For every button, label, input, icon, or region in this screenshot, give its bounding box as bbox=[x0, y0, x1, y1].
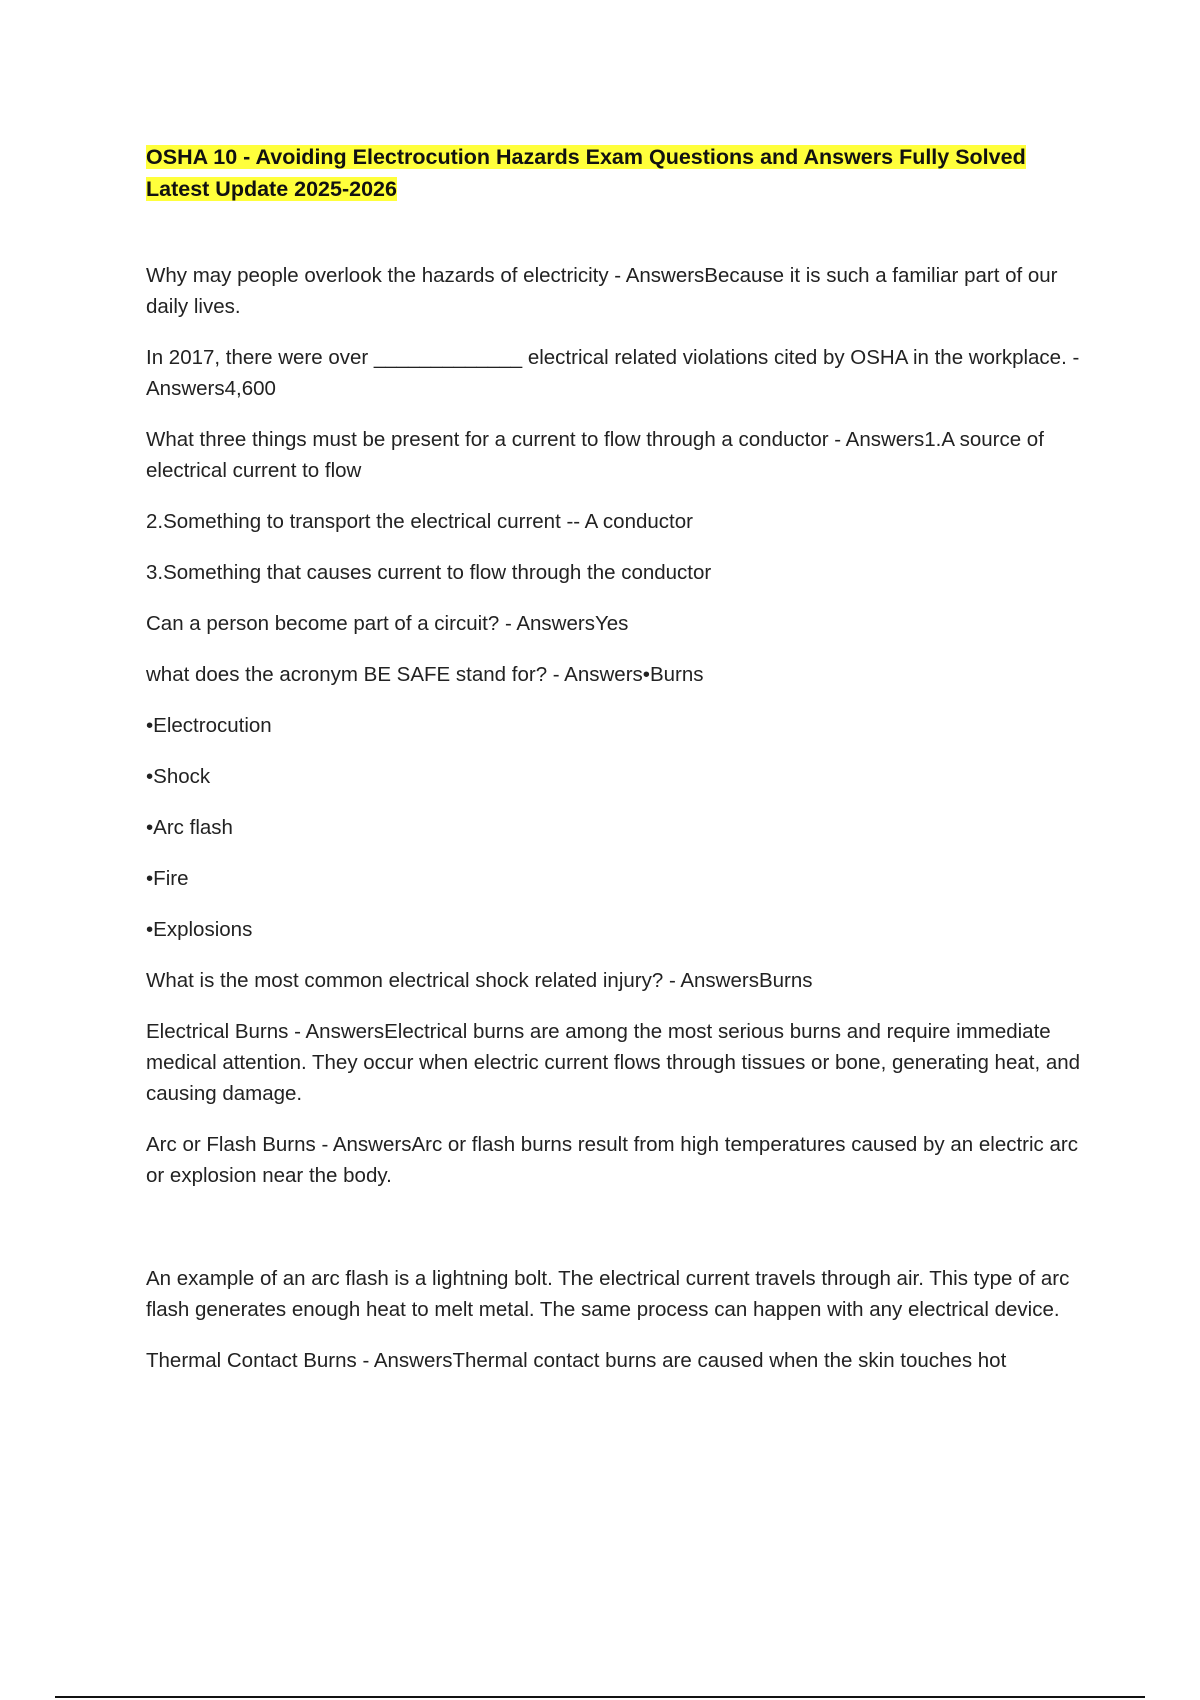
definition-arc-flash-burns: Arc or Flash Burns - AnswersArc or flash burns result from high temperatures caused by an electric arc or explosion near the body. bbox=[146, 1133, 1078, 1187]
page-bottom-rule bbox=[55, 1696, 1145, 1698]
arc-flash-example: An example of an arc flash is a lightning bolt. The electrical current travels through air. This type of arc flash generates enough heat to melt metal. The same process can happen with any electrical device. bbox=[146, 1267, 1070, 1321]
list-item-electrocution: •Electrocution bbox=[146, 714, 272, 737]
list-item-shock: •Shock bbox=[146, 765, 211, 788]
document-title bbox=[146, 141, 1091, 205]
list-item-fire: •Fire bbox=[146, 867, 189, 890]
question-common-injury: What is the most common electrical shock related injury? - AnswersBurns bbox=[146, 969, 813, 992]
definition-thermal-contact-burns: Thermal Contact Burns - AnswersThermal contact burns are caused when the skin touches hot bbox=[146, 1349, 1007, 1372]
answer-item-cause: 3.Something that causes current to flow through the conductor bbox=[146, 561, 712, 584]
title-highlight: OSHA 10 - Avoiding Electrocution Hazards Exam Questions and Answers Fully Solved Latest Update 2025-2026 bbox=[146, 145, 1026, 201]
question-2017-violations: In 2017, there were over _____________ electrical related violations cited by OSHA in the workplace. - Answers4,600 bbox=[146, 346, 1080, 400]
document-body bbox=[146, 260, 1091, 1376]
document-page bbox=[146, 141, 1091, 1396]
list-item-explosions: •Explosions bbox=[146, 918, 253, 941]
question-three-things: What three things must be present for a current to flow through a conductor - Answers1.A source of electrical current to flow bbox=[146, 428, 1044, 482]
paragraph-spacer bbox=[146, 1211, 1091, 1263]
answer-item-conductor: 2.Something to transport the electrical current -- A conductor bbox=[146, 510, 693, 533]
question-be-safe: what does the acronym BE SAFE stand for? - Answers•Burns bbox=[146, 663, 704, 686]
definition-electrical-burns: Electrical Burns - AnswersElectrical burns are among the most serious burns and require immediate medical attention. They occur when electric current flows through tissues or bone, generating heat, and causing damage. bbox=[146, 1020, 1081, 1105]
list-item-arc-flash: •Arc flash bbox=[146, 816, 233, 839]
question-person-circuit: Can a person become part of a circuit? - AnswersYes bbox=[146, 612, 629, 635]
question-overlook-hazards: Why may people overlook the hazards of electricity - AnswersBecause it is such a familiar part of our daily lives. bbox=[146, 264, 1058, 318]
